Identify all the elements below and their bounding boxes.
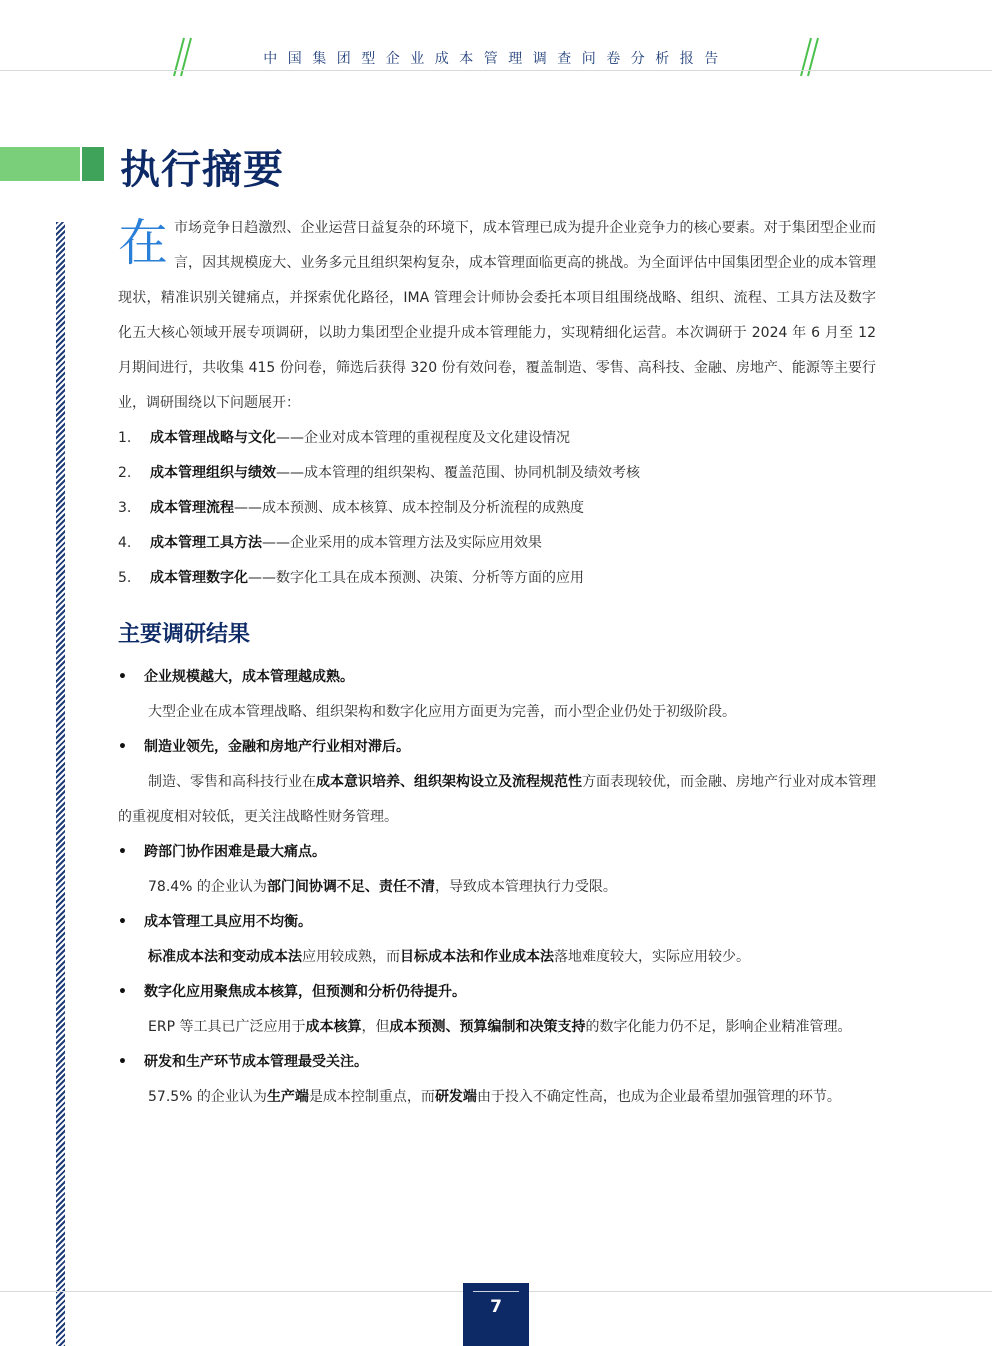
list-item-topic: 成本管理组织与绩效 bbox=[150, 465, 276, 481]
list-item bbox=[118, 456, 876, 491]
finding-detail bbox=[118, 1010, 876, 1045]
finding-text: 方面表现较优，而金融、房地产行业对成本管理的重视度相对较低，更关注战略性财务管理。 bbox=[118, 774, 876, 825]
finding-title bbox=[118, 975, 876, 1010]
finding-emphasis: 研发端 bbox=[434, 1089, 477, 1105]
finding-detail bbox=[118, 695, 876, 730]
finding-text: 是成本控制重点，而 bbox=[308, 1089, 435, 1105]
finding-detail bbox=[118, 765, 876, 835]
finding-text: 落地难度较大，实际应用较少。 bbox=[554, 949, 750, 965]
findings-list bbox=[118, 660, 876, 1115]
intro-paragraph bbox=[118, 211, 876, 421]
finding-text: ERP 等工具已广泛应用于 bbox=[148, 1019, 306, 1035]
finding-title bbox=[118, 1045, 876, 1080]
intro-text: 市场竞争日趋激烈、企业运营日益复杂的环境下，成本管理已成为提升企业竞争力的核心要素。对于集团型企业而言，因其规模庞大、业务多元且组织架构复杂，成本管理面临更高的挑战。为全面评估中国集团型企业的成本管理现状，精准识别关键痛点，并探索优化路径，IMA 管理会计师协会委托本项目组围绕战略、组织、流程、工具方法及数字化五大核心领域开展专项调研，以助力集团型企业提升成本管理能力，实现精细化运营。本次调研于 2024 年 6 月至 12 月期间进行，共收集 415 份问卷，筛选后获得 320 份有效问卷，覆盖制造、零售、高科技、金融、房地产、能源等主要行业，调研围绕以下问题展开： bbox=[118, 220, 876, 411]
bullet-icon: • bbox=[118, 1054, 127, 1070]
finding-emphasis: 成本意识培养、组织架构设立及流程规范性 bbox=[316, 774, 582, 790]
finding-title bbox=[118, 835, 876, 870]
finding-detail bbox=[118, 940, 876, 975]
page-number-rule bbox=[473, 1291, 519, 1292]
list-item-topic: 成本管理战略与文化 bbox=[150, 430, 276, 446]
finding-title-text: 研发和生产环节成本管理最受关注。 bbox=[144, 1054, 368, 1070]
finding-emphasis: 成本预测、预算编制和决策支持 bbox=[389, 1019, 586, 1035]
finding-detail bbox=[118, 870, 876, 905]
finding-text: 由于投入不确定性高，也成为企业最希望加强管理的环节。 bbox=[476, 1089, 841, 1105]
list-item bbox=[118, 421, 876, 456]
page-number: 7 bbox=[490, 1297, 502, 1317]
finding-text: 的数字化能力仍不足，影响企业精准管理。 bbox=[585, 1019, 852, 1035]
list-item-number: 1. bbox=[118, 430, 132, 446]
list-item-number: 3. bbox=[118, 500, 132, 516]
bullet-icon: • bbox=[118, 739, 127, 755]
title-accent-bar-light bbox=[0, 147, 80, 181]
finding-text: 制造、零售和高科技行业在 bbox=[148, 774, 316, 790]
finding-text: ，但 bbox=[361, 1019, 390, 1035]
finding-title bbox=[118, 730, 876, 765]
finding-text: 57.5% 的企业认为 bbox=[148, 1089, 267, 1105]
finding-title-text: 企业规模越大，成本管理越成熟。 bbox=[144, 669, 354, 685]
finding-title-text: 数字化应用聚焦成本核算，但预测和分析仍待提升。 bbox=[144, 984, 466, 1000]
list-item-number: 2. bbox=[118, 465, 132, 481]
list-item-number: 4. bbox=[118, 535, 132, 551]
title-accent-bar-dark bbox=[82, 147, 104, 181]
page-title: 执行摘要 bbox=[120, 147, 284, 193]
finding-detail bbox=[118, 1080, 876, 1115]
bullet-icon: • bbox=[118, 669, 127, 685]
section-heading: 主要调研结果 bbox=[118, 622, 251, 647]
finding-text: 应用较成熟，而 bbox=[302, 949, 400, 965]
header-divider bbox=[0, 70, 992, 71]
finding-emphasis: 标准成本法和变动成本法 bbox=[148, 949, 302, 965]
bullet-icon: • bbox=[118, 914, 127, 930]
list-item-topic: 成本管理流程 bbox=[150, 500, 234, 516]
header-title: 中国集团型企业成本管理调查问卷分析报告 bbox=[263, 51, 729, 67]
bullet-icon: • bbox=[118, 984, 127, 1000]
header-slash-left-icon bbox=[170, 36, 200, 78]
finding-text: 78.4% 的企业认为 bbox=[148, 879, 267, 895]
list-item bbox=[118, 491, 876, 526]
page-number-box bbox=[463, 1283, 529, 1346]
list-item-topic: 成本管理工具方法 bbox=[150, 535, 262, 551]
list-item bbox=[118, 561, 876, 596]
bullet-icon: • bbox=[118, 844, 127, 860]
finding-title-text: 制造业领先，金融和房地产行业相对滞后。 bbox=[144, 739, 410, 755]
finding-emphasis: 生产端 bbox=[266, 1089, 309, 1105]
list-item-description: ——企业对成本管理的重视程度及文化建设情况 bbox=[276, 430, 570, 446]
numbered-list bbox=[118, 421, 876, 596]
finding-title bbox=[118, 905, 876, 940]
finding-title bbox=[118, 660, 876, 695]
list-item-description: ——数字化工具在成本预测、决策、分析等方面的应用 bbox=[248, 570, 584, 586]
list-item-topic: 成本管理数字化 bbox=[150, 570, 248, 586]
finding-title-text: 成本管理工具应用不均衡。 bbox=[144, 914, 312, 930]
list-item-description: ——企业采用的成本管理方法及实际应用效果 bbox=[262, 535, 542, 551]
finding-text: 大型企业在成本管理战略、组织架构和数字化应用方面更为完善，而小型企业仍处于初级阶段。 bbox=[148, 704, 736, 720]
finding-emphasis: 部门间协调不足、责任不清 bbox=[266, 879, 435, 895]
list-item-description: ——成本管理的组织架构、覆盖范围、协同机制及绩效考核 bbox=[276, 465, 640, 481]
list-item-description: ——成本预测、成本核算、成本控制及分析流程的成熟度 bbox=[234, 500, 584, 516]
header-slash-right-icon bbox=[792, 36, 822, 78]
intro-dropcap: 在 bbox=[118, 214, 168, 272]
list-item-number: 5. bbox=[118, 570, 132, 586]
list-item bbox=[118, 526, 876, 561]
finding-emphasis: 目标成本法和作业成本法 bbox=[400, 949, 554, 965]
side-hatch-decoration bbox=[56, 222, 65, 1346]
finding-emphasis: 成本核算 bbox=[305, 1019, 362, 1035]
finding-title-text: 跨部门协作困难是最大痛点。 bbox=[144, 844, 326, 860]
finding-text: ，导致成本管理执行力受限。 bbox=[434, 879, 617, 895]
